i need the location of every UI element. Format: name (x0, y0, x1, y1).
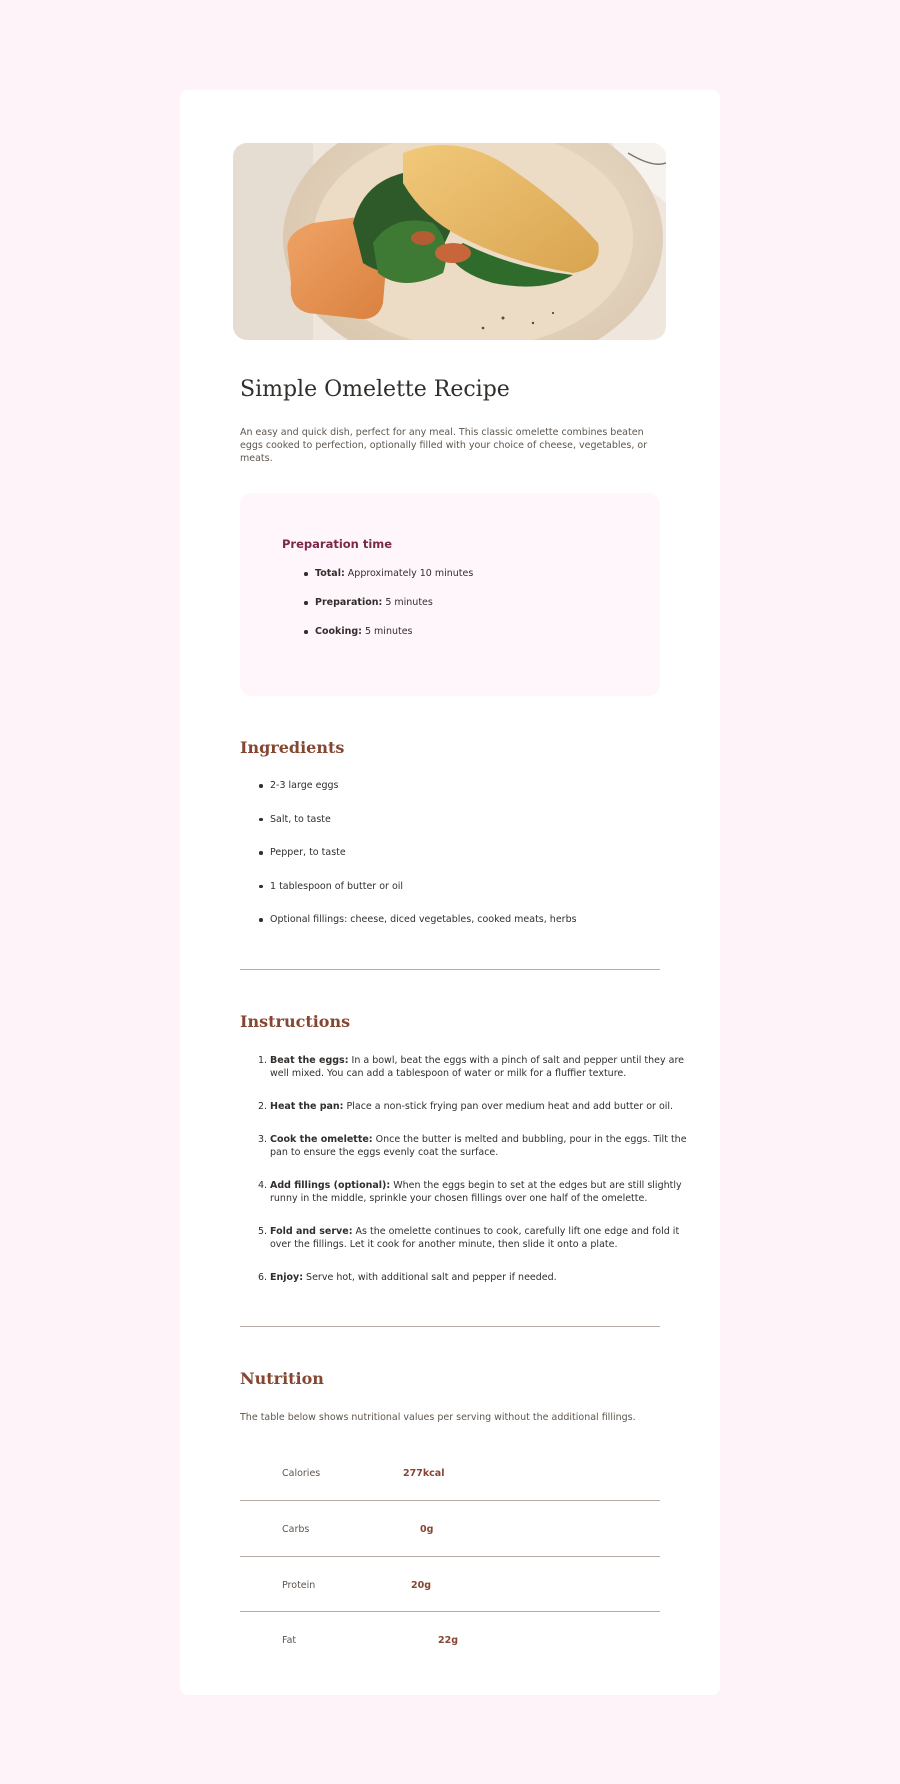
nutrient-name: Protein (282, 1580, 316, 1591)
nutrient-name: Fat (282, 1635, 297, 1646)
recipe-intro: An easy and quick dish, perfect for any meal. This classic omelette combines beaten eggs cooked to perfection, optionally filled with your choice of cheese, vegetables, or meats. (240, 427, 648, 464)
instruction-step (240, 1133, 700, 1179)
step-number: 4. (258, 1180, 268, 1191)
divider (240, 969, 660, 970)
nutrition-row (240, 1467, 660, 1522)
step-text: When the eggs begin to set at the edges but are still slightly runny in the middle, sprinkle your chosen fillings over one half of the omelette. (270, 1180, 682, 1204)
step-text: Once the butter is melted and bubbling, pour in the eggs. Tilt the pan to ensure the eggs evenly coat the surface. (270, 1134, 687, 1158)
ingredients-list (270, 779, 577, 947)
preparation-label: Cooking: (315, 626, 362, 637)
step-number: 1. (258, 1055, 268, 1066)
preparation-box (240, 493, 660, 696)
step-text: Serve hot, with additional salt and pepper if needed. (303, 1272, 557, 1283)
nutrition-row (240, 1634, 660, 1689)
nutrient-value: 22g (438, 1635, 459, 1646)
instruction-step (240, 1054, 700, 1100)
step-label: Beat the eggs: (270, 1055, 349, 1066)
preparation-list (315, 567, 473, 654)
nutrition-row (240, 1523, 660, 1578)
instruction-step (240, 1271, 700, 1291)
preparation-value: 5 minutes (361, 626, 413, 637)
instructions-list (240, 1054, 700, 1291)
nutrient-value: 20g (411, 1580, 432, 1591)
step-label: Add fillings (optional): (270, 1180, 391, 1191)
instructions-heading: Instructions (240, 1012, 351, 1031)
recipe-card (180, 90, 720, 1695)
divider (240, 1326, 660, 1327)
ingredient-item: 2-3 large eggs (270, 779, 577, 813)
preparation-item (315, 625, 473, 654)
instruction-step (240, 1179, 700, 1225)
nutrition-row (240, 1579, 660, 1634)
step-number: 5. (258, 1226, 268, 1237)
step-label: Cook the omelette: (270, 1134, 373, 1145)
nutrient-name: Carbs (282, 1524, 310, 1535)
preparation-value: Approximately 10 minutes (344, 568, 474, 579)
omelette-photo (233, 143, 666, 340)
table-divider (240, 1500, 660, 1501)
step-text: Place a non-stick frying pan over medium heat and add butter or oil. (343, 1101, 674, 1112)
nutrient-value: 277kcal (403, 1468, 445, 1479)
step-label: Heat the pan: (270, 1101, 344, 1112)
ingredients-heading: Ingredients (240, 738, 345, 757)
preparation-item (315, 596, 473, 625)
preparation-label: Total: (315, 568, 345, 579)
nutrition-heading: Nutrition (240, 1369, 324, 1388)
preparation-value: 5 minutes (382, 597, 433, 608)
ingredient-item: 1 tablespoon of butter or oil (270, 880, 577, 914)
nutrient-value: 0g (420, 1524, 434, 1535)
table-divider (240, 1611, 660, 1612)
instruction-step (240, 1100, 700, 1133)
ingredient-item: Salt, to taste (270, 813, 577, 847)
step-text: In a bowl, beat the eggs with a pinch of salt and pepper until they are well mixed. You can add a tablespoon of water or milk for a fluffier texture. (270, 1055, 684, 1079)
table-divider (240, 1556, 660, 1557)
nutrient-name: Calories (282, 1468, 321, 1479)
preparation-heading: Preparation time (282, 537, 393, 551)
ingredient-item: Optional fillings: cheese, diced vegetables, cooked meats, herbs (270, 913, 577, 947)
step-text: As the omelette continues to cook, carefully lift one edge and fold it over the fillings. Let it cook for another minute, then slide it onto a plate. (270, 1226, 680, 1250)
step-label: Enjoy: (270, 1272, 304, 1283)
step-number: 2. (258, 1101, 268, 1112)
step-label: Fold and serve: (270, 1226, 353, 1237)
nutrition-intro: The table below shows nutritional values per serving without the additional fillings. (240, 1412, 636, 1423)
recipe-title: Simple Omelette Recipe (240, 377, 510, 402)
step-number: 3. (258, 1134, 268, 1145)
step-number: 6. (258, 1272, 268, 1283)
preparation-item (315, 567, 473, 596)
instruction-step (240, 1225, 700, 1271)
preparation-label: Preparation: (315, 597, 383, 608)
ingredient-item: Pepper, to taste (270, 846, 577, 880)
